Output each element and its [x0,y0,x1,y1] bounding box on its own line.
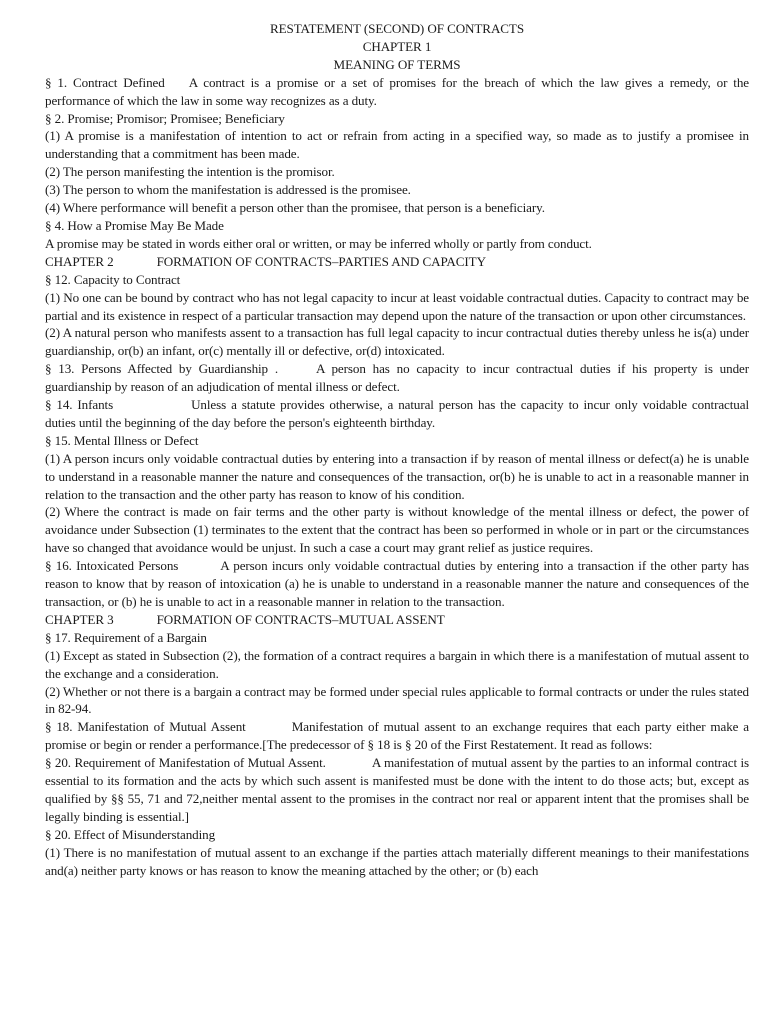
section-20-requirement-text: A manifestation of mutual assent by the parties to an informal contract is essential to its formation and the acts by which such assent is manifested must be done with the intent to do those acts; but, except as qualified by §§ 55, 71 and 72,neither mental assent to the promises in the contract nor real or apparent intent that the promises shall be legally binding is essential.] [45,755,749,824]
chapter-2-label: CHAPTER 2 [45,253,114,269]
document-title: RESTATEMENT (SECOND) OF CONTRACTS [269,21,525,36]
section-20-requirement [45,754,749,826]
document-page [45,20,749,880]
chapter-3-label: CHAPTER 3 [45,611,114,627]
section-12-heading: § 12. Capacity to Contract [45,271,181,287]
section-2-para-2: (2) The person manifesting the intention is the promisor. [45,164,335,180]
section-17-para-2: (2) Whether or not there is a bargain a contract may be formed under special rules applicable to formal contracts or under the rules stated in 82-94. [45,683,749,717]
section-18-heading: § 18. Manifestation of Mutual Assent [45,719,246,735]
section-18 [45,718,749,754]
section-16 [45,557,749,611]
section-20-requirement-heading: § 20. Requirement of Manifestation of Mutual Assent. [45,755,326,771]
section-20-misunderstanding-heading: § 20. Effect of Misunderstanding [45,826,216,842]
section-2-para-3: (3) The person to whom the manifestation is addressed is the promisee. [45,182,411,198]
section-15-heading: § 15. Mental Illness or Defect [45,432,199,448]
section-2-para-4: (4) Where performance will benefit a person other than the promisee, that person is a beneficiary. [45,200,545,216]
section-13-text: A person has no capacity to incur contractual duties if his property is under guardianship by reason of an adjudication of mental illness or defect. [45,361,749,395]
chapter-2-heading [45,253,749,271]
section-13-heading: § 13. Persons Affected by Guardianship . [45,361,279,377]
section-2-para-1: (1) A promise is a manifestation of intention to act or refrain from acting in a specified way, so made as to justify a promisee in understanding that a commitment has been made. [45,128,749,162]
section-12-para-2: (2) A natural person who manifests assent to a transaction has full legal capacity to incur contractual duties thereby unless he is(a) under guardianship, or(b) an infant, or(c) mentally ill or defective, or(d) intoxicated. [45,325,749,359]
section-4-text: A promise may be stated in words either oral or written, or may be inferred wholly or partly from conduct. [45,235,592,251]
section-14 [45,396,749,432]
section-1 [45,74,749,110]
chapter-1-title: MEANING OF TERMS [333,56,461,72]
chapter-2-title: FORMATION OF CONTRACTS–PARTIES AND CAPACITY [156,253,486,269]
section-17-para-1: (1) Except as stated in Subsection (2), the formation of a contract requires a bargain in which there is a manifestation of mutual assent to the exchange and a consideration. [45,647,749,681]
section-1-text: A contract is a promise or a set of promises for the breach of which the law gives a remedy, or the performance of which the law in some way recognizes as a duty. [45,74,749,108]
chapter-3-heading [45,611,749,629]
chapter-3-title: FORMATION OF CONTRACTS–MUTUAL ASSENT [156,611,445,627]
section-18-text: Manifestation of mutual assent to an exchange requires that each party either make a promise or begin or render a performance.[The predecessor of § 18 is § 20 of the First Restatement. It read as follows: [45,719,750,753]
section-13 [45,360,749,396]
section-15-para-1: (1) A person incurs only voidable contractual duties by entering into a transaction if by reason of mental illness or defect(a) he is unable to understand in a reasonable manner the nature and consequences of the transaction, or(b) he is unable to act in a reasonable manner in relation to the transaction and the other party has reason to know of his condition. [45,450,749,502]
section-12-para-1: (1) No one can be bound by contract who has not legal capacity to incur at least voidable contractual duties. Capacity to contract may be partial and its existence in respect of a particular transaction may depend upon the nature of the transaction or upon other circumstances. [45,289,749,323]
section-2-heading: § 2. Promise; Promisor; Promisee; Beneficiary [45,110,285,126]
section-1-heading: § 1. Contract Defined [45,74,165,90]
section-17-heading: § 17. Requirement of a Bargain [45,629,207,645]
section-14-text: Unless a statute provides otherwise, a natural person has the capacity to incur only voidable contractual duties until the beginning of the day before the person's eighteenth birthday. [45,397,749,430]
section-20-misunderstanding-para-1: (1) There is no manifestation of mutual assent to an exchange if the parties attach materially different meanings to their manifestations and(a) neither party knows or has reason to know the meaning attached by the other; or (b) each [45,844,749,878]
section-16-heading: § 16. Intoxicated Persons [45,558,179,574]
section-14-heading: § 14. Infants [45,397,114,413]
chapter-1-label: CHAPTER 1 [362,38,432,54]
section-4-heading: § 4. How a Promise May Be Made [45,217,224,233]
section-16-text: A person incurs only voidable contractual duties by entering into a transaction if the other party has reason to know that by reason of intoxication (a) he is unable to understand in a reasonable manner the nature and consequences of the transaction, or (b) he is unable to act in a reasonable manner in relation to the transaction. [45,558,750,609]
section-15-para-2: (2) Where the contract is made on fair terms and the other party is without knowledge of the mental illness or defect, the power of avoidance under Subsection (1) terminates to the extent that the contract has been so performed in whole or in part or the circumstances have so changed that avoidance would be unjust. In such a case a court may grant relief as justice requires. [45,504,749,556]
